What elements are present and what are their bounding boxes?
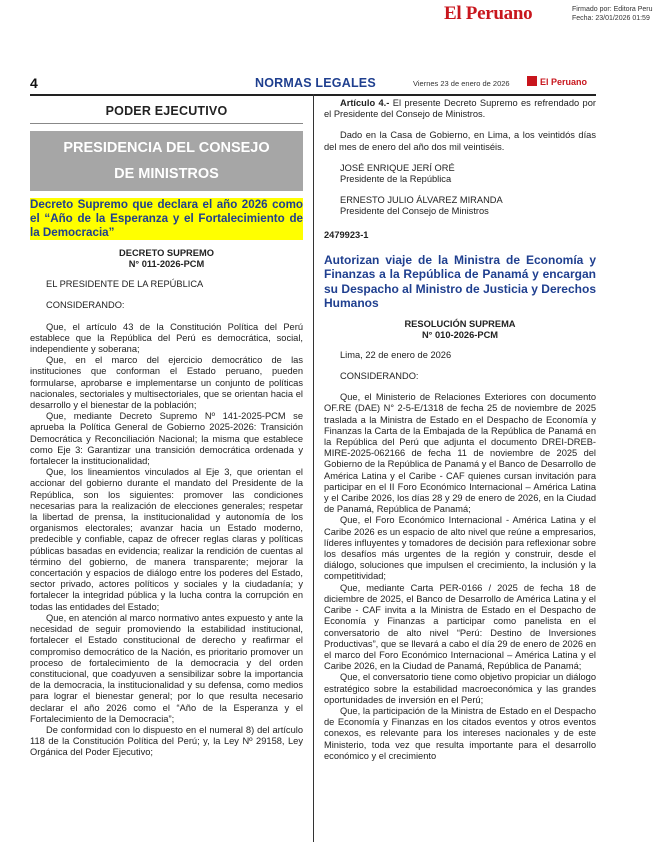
flag-icon [527, 76, 537, 86]
article-4-text: El presente Decreto Supremo es refrendado por el Presidente del Consejo de Ministros. [324, 98, 596, 120]
signed-date: Fecha: 23/01/2026 01:59 [572, 15, 650, 22]
signatory-1-role: Presidente de la República [340, 174, 452, 185]
article-4-label: Artículo 4.- [340, 98, 390, 108]
place-date: Lima, 22 de enero de 2026 [340, 349, 452, 360]
publication-code: 2479923-1 [324, 229, 369, 240]
decree-intro: EL PRESIDENTE DE LA REPÚBLICA [46, 279, 204, 290]
left-column [30, 98, 303, 759]
resolution-label: RESOLUCIÓN SUPREMA [404, 318, 516, 329]
resolution-number: N° 010-2026-PCM [421, 329, 499, 340]
header-logo [527, 76, 587, 87]
page-header [30, 74, 596, 94]
considerando-heading: CONSIDERANDO: [46, 300, 125, 311]
signed-by: Firmado por: Editora Peru [572, 6, 653, 13]
signatory-2-role: Presidente del Consejo de Ministros [340, 206, 489, 217]
article-4 [324, 98, 596, 120]
paragraph: Que, en el marco del ejercicio democrático de las instituciones que conforman el Estado peruano, pueden formularse, aprobarse e implementarse un conjunto de políticas nacionales, sectoriales y multisectoriales, que se orientan hacia el desarrollo y el bienestar de la población; [30, 355, 303, 411]
decree-label: DECRETO SUPREMO [119, 248, 214, 259]
decree-body [30, 322, 303, 759]
section-heading: PODER EJECUTIVO [30, 98, 303, 124]
paragraph: Que, el Ministerio de Relaciones Exteriores con documento OF.RE (DAE) N° 2-5-E/1318 de fecha 25 de noviembre de 2025 traslada a la Ministra de Estado en el Despacho de Economía y Finanzas la Carta de la Embajada de la República de Panamá en la República del Perú que adjunta el documento DREI-DREB-MIRE-2025-062166 de fecha 11 de noviembre de 2025 del Gobierno de la República de Panamá y el Banco de Desarrollo de América Latina y el Caribe - CAF quienes cursan invitación para participar en el II Foro Económico Internacional – América Latina y el Caribe 2026, los días 28 y 29 de enero de 2026, en la Ciudad de Panamá, República de Panamá; [324, 392, 596, 515]
paragraph: Que, el Foro Económico Internacional - América Latina y el Caribe 2026 es un espacio de alto nivel que reúne a empresarios, líderes influyentes y tomadores de decisión para reflexionar sobre los desafíos más urgentes de la región y construir, desde el diálogo, soluciones que impulsen el crecimiento, la inclusión y la competitividad; [324, 515, 596, 582]
paragraph: Que, los lineamientos vinculados al Eje 3, que orientan el accionar del gobierno durante el mandato del Presidente de la República, son los siguientes: promover las condiciones necesarias para la realización de elecciones generales; respetar la libertad de prensa, la institucionalidad y autonomía de los organismos electorales; avanzar hacia un Estado moderno, predecible y confiable, capaz de ofrecer reglas claras y políticas públicas basadas en evidencia; realizar la rendición de cuentas al término del gobierno, de manera transparente; mejorar la concertación y espacios de diálogo entre los poderes del Estado, sector privado, actores políticos y sociales y la ciudadanía; y fortalecer la integridad pública y la lucha contra la corrupción en todas las entidades del Estado; [30, 467, 303, 612]
signatory-2-name: ERNESTO JULIO ÁLVAREZ MIRANDA [340, 195, 503, 206]
column-divider [313, 94, 314, 842]
right-column [324, 98, 596, 762]
brand-logo: El Peruano [444, 3, 533, 24]
decree-title: Decreto Supremo que declara el año 2026 como el “Año de la Esperanza y el Fortalecimiento de la Democracia” [30, 198, 303, 240]
top-bar [0, 0, 653, 30]
signatory-1-name: JOSÉ ENRIQUE JERÍ ORÉ [340, 162, 455, 173]
resolution-title: Autorizan viaje de la Ministra de Economía y Finanzas a la República de Panamá y encargan su Despacho al Ministro de Justicia y Derechos Humanos [324, 252, 596, 311]
entity-line-1: PRESIDENCIA DEL CONSEJO [63, 140, 270, 157]
resolution-body [324, 392, 596, 762]
decree-number: N° 011-2026-PCM [128, 259, 205, 270]
paragraph: De conformidad con lo dispuesto en el numeral 8) del artículo 118 de la Constitución Política del Perú; y, la Ley Nº 29158, Ley Orgánica del Poder Ejecutivo; [30, 724, 303, 758]
header-date: Viernes 23 de enero de 2026 [413, 79, 510, 88]
paragraph: Que, mediante Carta PER-0166 / 2025 de fecha 18 de diciembre de 2025, el Banco de Desarrollo de América Latina y el Caribe - CAF invita a la Ministra de Estado en el Despacho de Economía y Finanzas a participar como panelista en el conversatorio de alto nivel “Perú: Destino de Inversiones Productivas”, que se llevará a cabo el día 29 de enero de 2026 en el marco del Foro Económico Internacional – América Latina y el Caribe 2026, en la Ciudad de Panamá, República de Panamá; [324, 582, 596, 672]
considerando-heading: CONSIDERANDO: [340, 371, 419, 382]
entity-banner [30, 131, 303, 191]
digital-signature [572, 5, 653, 23]
paragraph: Que, el artículo 43 de la Constitución Política del Perú establece que la República del Perú es democrática, social, independiente y soberana; [30, 321, 303, 355]
page-number: 4 [30, 75, 38, 91]
dado-text: Dado en la Casa de Gobierno, en Lima, a los veintidós días del mes de enero del año dos mil veintiséis. [324, 130, 596, 152]
paragraph: Que, mediante Decreto Supremo Nº 141-2025-PCM se aprueba la Política General de Gobierno 2025-2026: Transición Democrática y Reconciliación Nacional; la misma que establece como Eje 3: Garantizar una transición democrática ordenada y fortalecer la institucionalidad; [30, 411, 303, 467]
entity-line-2: DE MINISTROS [114, 166, 219, 183]
header-logo-text: El Peruano [540, 77, 588, 87]
paragraph: Que, la participación de la Ministra de Estado en el Despacho de Economía y Finanzas en los citados eventos y otros eventos conexos, es relevante para los intereses nacionales y de este Ministerio, toda vez que resulta importante para el desarrollo económico y el crecimiento [324, 705, 596, 761]
section-title: NORMAS LEGALES [255, 76, 376, 90]
paragraph: Que, el conversatorio tiene como objetivo propiciar un diálogo estratégico sobre la estabilidad macroeconómica y las grandes oportunidades de inversión en el Perú; [324, 672, 596, 705]
paragraph: Que, en atención al marco normativo antes expuesto y ante la necesidad de seguir promoviendo la estabilidad institucional, fortalecer el Estado constitucional de derecho y reafirmar el compromiso democrático de la Nación, es prioritario promover un proceso de fortalecimiento de la democracia y del orden constitucional, que coadyuven a sensibilizar sobre la importancia de la democracia, la institucionalidad y su defensa, como medios para lograr el bienestar general; por lo que resulta necesario declarar el año 2026 como el “Año de la Esperanza y el Fortalecimiento de la Democracia”; [30, 612, 303, 724]
